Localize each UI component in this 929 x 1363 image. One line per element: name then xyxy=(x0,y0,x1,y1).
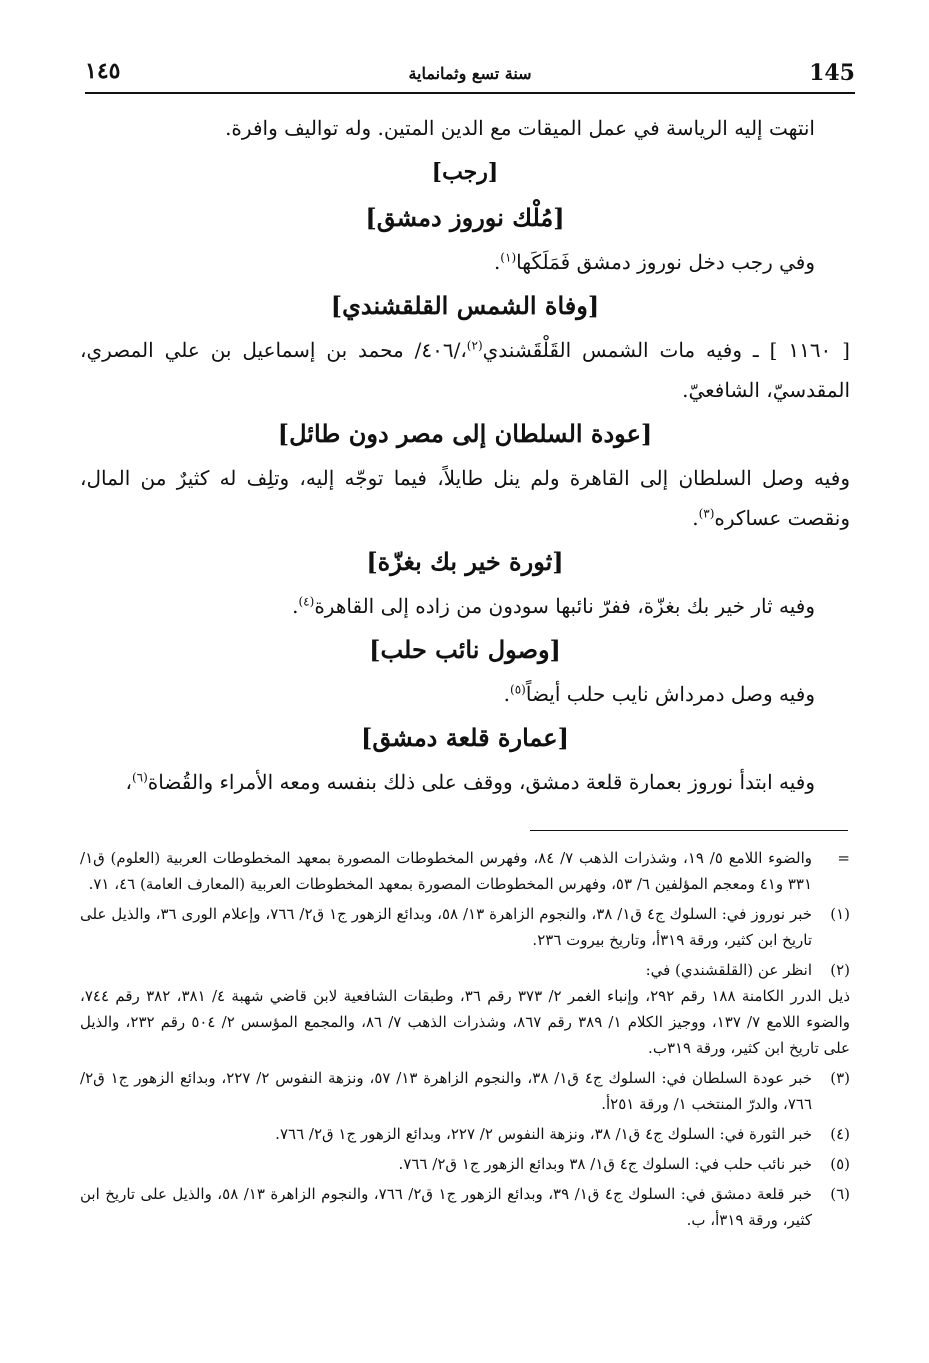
running-title: سنة تسع وثمانماية xyxy=(408,64,532,83)
footnote xyxy=(80,1065,850,1117)
footnotes xyxy=(80,845,850,1237)
footnote-divider xyxy=(530,830,848,831)
footnote-text: خبر عودة السلطان في: السلوك ج٤ ق١/ ٣٨، والنجوم الزاهرة ١٣/ ٥٧، ونزهة النفوس ٢/ ٢٢٧، وبدائع الزهور ج١ ق٢/ ٧٦٦، والدرّ المنتخب ١/ ورقة ٢٥١أ. xyxy=(80,1069,813,1113)
page-number-latin: 145 xyxy=(809,60,855,86)
footnote-number: (٥) xyxy=(830,1155,850,1173)
footnote-text: والضوء اللامع ٥/ ١٩، وشذرات الذهب ٧/ ٨٤، وفهرس المخطوطات المصورة بمعهد المخطوطات العربية (العلوم) ق١/ ٣٣١ و٤١ ومعجم المؤلفين ٦/ ٥٣، وفهرس المخطوطات المصورة بمعهد المخطوطات العربية (المعارف العامة) ٤٦، ٧١. xyxy=(80,849,812,893)
footnote xyxy=(80,957,850,1061)
footnote-ref[interactable]: (١) xyxy=(500,250,517,265)
footnote-text: خبر قلعة دمشق في: السلوك ج٤ ق١/ ٣٩، وبدائع الزهور ج١ ق٢/ ٧٦٦، والنجوم الزاهرة ١٣/ ٥٨، والذيل على تاريخ ابن كثير، ورقة ٣١٩أ، ب. xyxy=(80,1185,812,1229)
section-heading: [وفاة الشمس القلقشندي] xyxy=(330,291,600,320)
paragraph: وفيه ابتدأ نوروز بعمارة قلعة دمشق، ووقف على ذلك بنفسه ومعه الأمراء والقُضاة$^{(٦)}$، xyxy=(125,770,815,794)
paragraph: انتهت إليه الرياسة في عمل الميقات مع الدين المتين. وله تواليف وافرة. xyxy=(225,116,815,140)
paragraph: وفيه ثار خير بك بغزّة، ففرّ نائبها سودون من زاده إلى القاهرة$^{(٤)}$. xyxy=(292,594,815,618)
paragraph: وفي رجب دخل نوروز دمشق فَمَلَكَها$^{(١)}$. xyxy=(493,250,815,274)
footnote-ref[interactable]: (٤) xyxy=(298,594,315,609)
section-heading: [رجب] xyxy=(431,159,499,185)
footnote xyxy=(80,1121,850,1147)
section-heading: [عمارة قلعة دمشق] xyxy=(361,723,569,752)
main-text xyxy=(80,108,850,802)
paragraph: [ ١١٦٠ ] ـ وفيه مات الشمس القَلْقَشندي$^{(٢)}$،/٤٠٦/ محمد بن إسماعيل بن علي المصري، المقدسيّ، الشافعيّ. xyxy=(80,338,850,402)
footnote-number: = xyxy=(837,849,850,867)
paragraph: وفيه وصل دمرداش نايب حلب أيضاً$^{(٥)}$. xyxy=(503,682,815,706)
footnote xyxy=(80,901,850,953)
footnote-number: (١) xyxy=(830,905,850,923)
footnote-ref[interactable]: (٣) xyxy=(698,506,715,521)
section-heading: [مُلْك نوروز دمشق] xyxy=(365,203,565,232)
footnote xyxy=(80,1181,850,1233)
footnote-text: خبر نوروز في: السلوك ج٤ ق١/ ٣٨، والنجوم الزاهرة ١٣/ ٥٨، وبدائع الزهور ج١ ق٢/ ٧٦٦، وإعلام الورى ٣٦، والذيل على تاريخ ابن كثير، ورقة ٣١٩أ، وتاريخ بيروت ٢٣٦. xyxy=(80,905,813,949)
footnote xyxy=(80,1151,850,1177)
footnote xyxy=(80,845,850,897)
footnote-text: خبر نائب حلب في: السلوك ج٤ ق١/ ٣٨ وبدائع الزهور ج١ ق٢/ ٧٦٦. xyxy=(398,1155,812,1173)
footnote-number: (٣) xyxy=(830,1069,850,1087)
footnote-ref[interactable]: (٦) xyxy=(131,770,148,785)
section-heading: [وصول نائب حلب] xyxy=(369,635,561,664)
footnote-number: (٦) xyxy=(830,1185,850,1203)
section-heading: [عودة السلطان إلى مصر دون طائل] xyxy=(277,419,653,448)
page-number-arabic: ١٤٥ xyxy=(85,58,121,84)
paragraph: وفيه وصل السلطان إلى القاهرة ولم ينل طايلاً، فيما توجّه إليه، وتلِف له كثيرٌ من المال، ونقصت عساكره$^{(٣)}$. xyxy=(80,466,850,530)
footnote-number: (٢) xyxy=(830,961,850,979)
page-header xyxy=(85,52,855,94)
section-heading: [ثورة خير بك بغزّة] xyxy=(366,547,564,576)
footnote-ref[interactable]: (٥) xyxy=(510,682,526,697)
footnote-number: (٤) xyxy=(830,1125,850,1143)
footnote-text: انظر عن (القلقشندي) في: xyxy=(645,961,812,979)
footnote-ref[interactable]: (٢) xyxy=(466,338,483,353)
footnote-text: خبر الثورة في: السلوك ج٤ ق١/ ٣٨، ونزهة النفوس ٢/ ٢٢٧، وبدائع الزهور ج١ ق٢/ ٧٦٦. xyxy=(275,1125,812,1143)
footnote-text: ذيل الدرر الكامنة ١٨٨ رقم ٢٩٢، وإنباء الغمر ٢/ ٣٧٣ رقم ٣٦، وطبقات الشافعية لابن قاضي شهبة ٤/ ٣٨١، ٣٨٢ رقم ٧٤٤، والضوء اللامع ٧/ ١٣٧، ووجيز الكلام ١/ ٣٨٩ رقم ٨٦٧، وشذرات الذهب ٧/ ٨٦، والمجمع المؤسس ٢/ ٥٠٤ رقم ٢٣٢، والذيل على تاريخ ابن كثير، ورقة ٣١٩ب. xyxy=(80,987,851,1057)
